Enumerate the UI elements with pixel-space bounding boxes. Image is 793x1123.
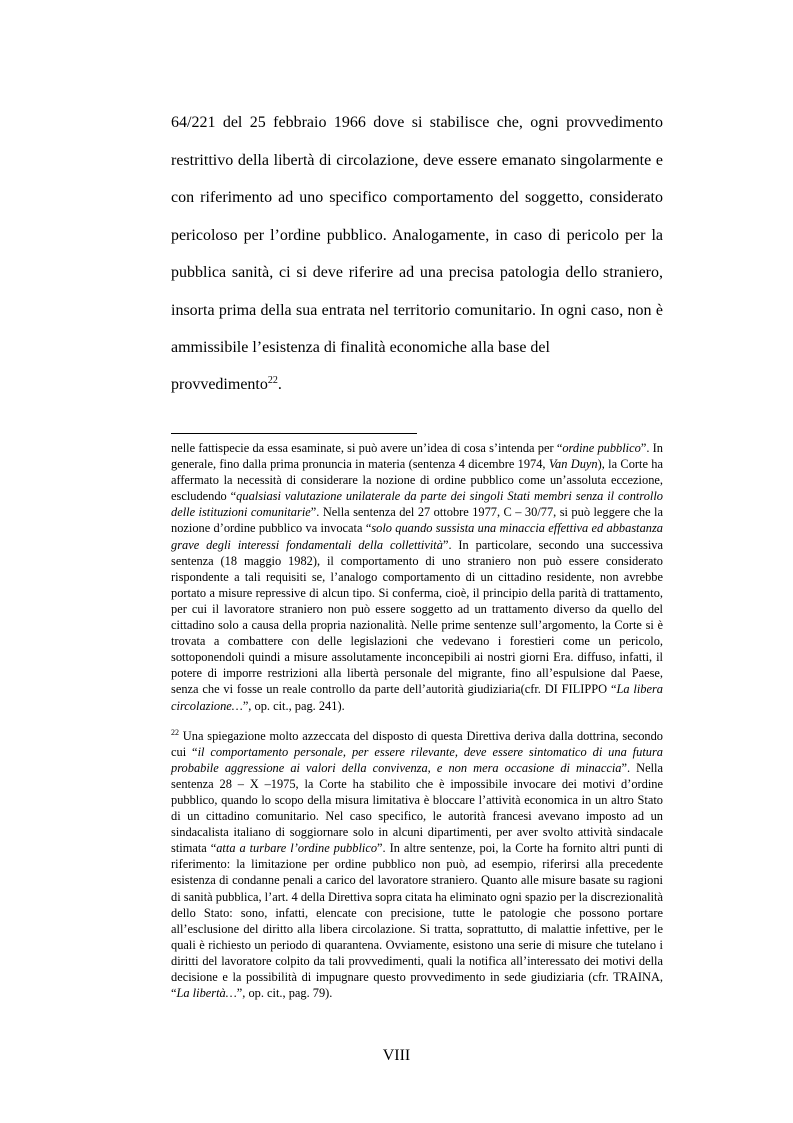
footnote-22-marker: 22 (171, 727, 179, 737)
footnote-separator (171, 433, 417, 434)
footnotes (171, 440, 663, 1001)
footnote-22: $^{22}$ Una spiegazione molto azzeccata del disposto di questa Direttiva deriva dalla dottrina, secondo cui “il comportamento personale, per essere rilevante, deve essere sintomatico di una futura probabile aggressione ai valori della convivenza, e non mera occasione di minaccia”. Nella sentenza 28 – X –1975, la Corte ha stabilito che è impossibile invocare dei motivi d’ordine pubblico, quando lo scopo della misura limitativa è bloccare l’attività economica in un altro Stato di un cittadino comunitario. Nel caso specifico, le autorità francesi avevano imposto ad un sindacalista italiano di soggiornare solo in alcuni dipartimenti, per aver svolto attività sindacale stimata “atta a turbare l’ordine pubblico”. In altre sentenze, poi, la Corte ha fornito altri punti di riferimento: la limitazione per ordine pubblico non può, ad esempio, riferirsi alla precedente esistenza di condanne penali a carico del lavoratore straniero. Quanto alle misure basate su ragioni di sanità pubblica, l’art. 4 della Direttiva sopra citata ha eliminato ogni spazio per la discrezionalità dello Stato: sono, infatti, elencate con precisione, tutte le patologie che possono portare all’esclusione del diritto alla libera circolazione. Si tratta, soprattutto, di malattie infettive, per le quali è richiesto un periodo di quarantena. Ovviamente, esistono una serie di misure che tutelano i diritti del lavoratore colpito da tali provvedimenti, quali la notifica all’interessato dei motivi della decisione e la possibilità di impugnare questo provvedimento in sede giudiziaria (cfr. TRAINA, “La libertà…”, op. cit., pag. 79). (171, 727, 663, 1001)
page-number: VIII (382, 1047, 411, 1064)
main-paragraph (171, 104, 663, 367)
main-paragraph-last-line: provvedimento$^{22}$. (171, 375, 282, 393)
footnote-continued: nelle fattispecie da essa esaminate, si può avere un’idea di cosa s’intenda per “ordine pubblico”. In generale, fino dalla prima pronuncia in materia (sentenza 4 dicembre 1974, Van Duyn), la Corte ha affermato la necessità di considerare la nozione di ordine pubblico come un’assoluta eccezione, escludendo “qualsiasi valutazione unilaterale da parte dei singoli Stati membri senza il controllo delle istituzioni comunitarie”. Nella sentenza del 27 ottobre 1977, C – 30/77, si può leggere che la nozione d’ordine pubblico va invocata “solo quando sussista una minaccia effettiva ed abbastanza grave degli interessi fondamentali della collettività”. In particolare, secondo una successiva sentenza (18 maggio 1982), il comportamento di uno straniero non può essere considerato rispondente a tali requisiti se, l’analogo comportamento di un cittadino residente, non avrebbe portato a misure repressive di alcun tipo. Si conferma, cioè, il principio della parità di trattamento, per cui il lavoratore straniero non può essere soggetto ad un trattamento diverso da quello del cittadino solo a causa della propria nazionalità. Nelle prime sentenze sull’argomento, la Corte si è trovata a combattere con delle legislazioni che vedevano i forestieri come un pericolo, sottoponendoli quindi a misure assolutamente inconcepibili ai nostri giorni Era. diffuso, infatti, il potere di imporre restrizioni alla libertà personale del migrante, fino all’espulsione dal Paese, senza che vi fosse un reale controllo da parte dell’autorità giudiziaria(cfr. DI FILIPPO “La libera circolazione…”, op. cit., pag. 241). (171, 441, 664, 713)
main-paragraph-text: 64/221 del 25 febbraio 1966 dove si stabilisce che, ogni provvedimento restrittivo della libertà di circolazione, deve essere emanato singolarmente e con riferimento ad uno specifico comportamento del soggetto, considerato pericoloso per l’ordine pubblico. Analogamente, in caso di pericolo per la pubblica sanità, ci si deve riferire ad una precisa patologia dello straniero, insorta prima della sua entrata nel territorio comunitario. In ogni caso, non è ammissibile l’esistenza di finalità economiche alla base del (171, 114, 663, 356)
footnote-reference-22: 22 (267, 375, 278, 386)
